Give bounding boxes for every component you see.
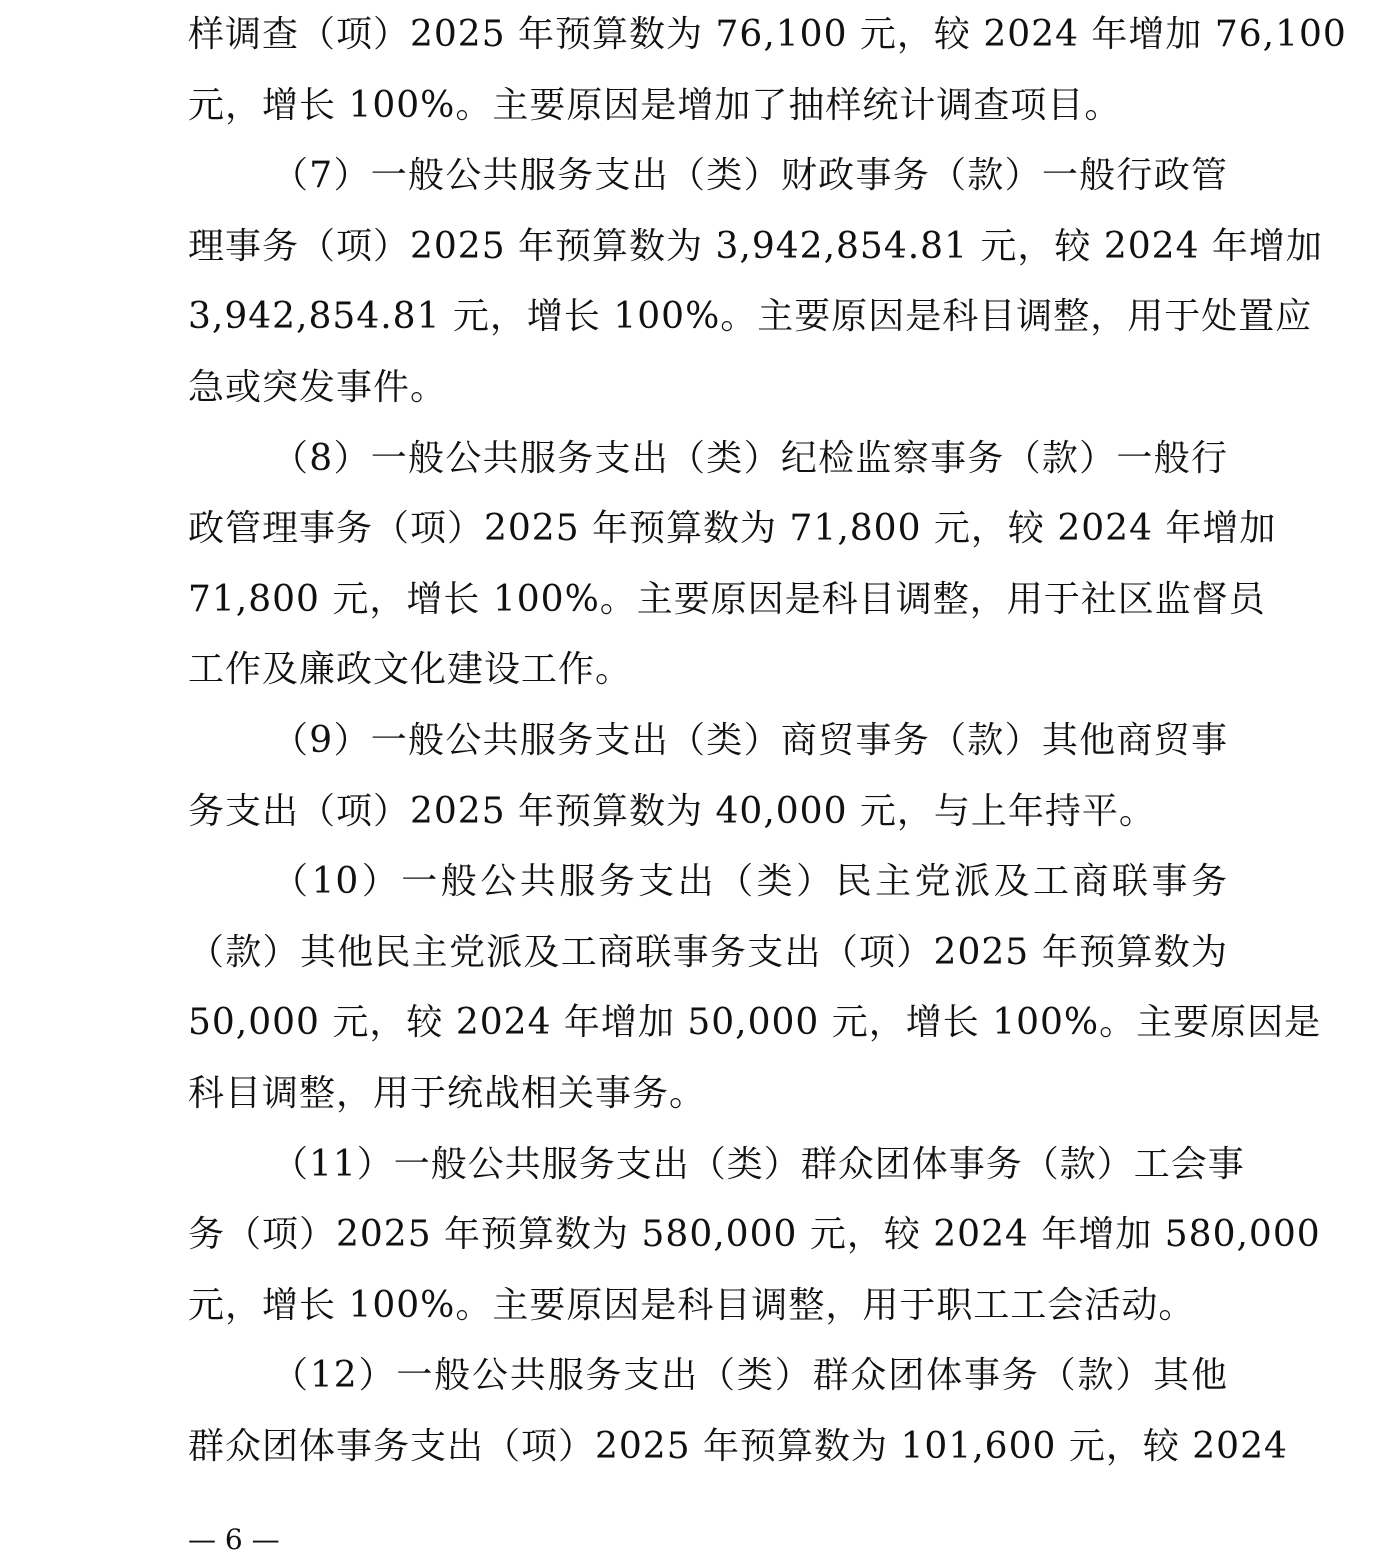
paragraph-start-line: （7）一般公共服务支出（类）财政事务（款）一般行政管 bbox=[272, 155, 1228, 197]
document-body bbox=[188, 0, 1347, 1482]
paragraph-start-line: （10）一般公共服务支出（类）民主党派及工商联事务 bbox=[272, 861, 1228, 903]
text-line: 群众团体事务支出（项）2025 年预算数为 101,600 元，较 2024 bbox=[188, 1425, 1288, 1467]
text-line: 务（项）2025 年预算数为 580,000 元，较 2024 年增加 580,000 bbox=[188, 1214, 1321, 1256]
paragraph-start-line: （12）一般公共服务支出（类）群众团体事务（款）其他 bbox=[272, 1355, 1228, 1397]
text-line: 工作及廉政文化建设工作。 bbox=[188, 649, 633, 691]
text-line: 政管理事务（项）2025 年预算数为 71,800 元，较 2024 年增加 bbox=[188, 508, 1277, 550]
text-line: 71,800 元，增长 100%。主要原因是科目调整，用于社区监督员 bbox=[188, 578, 1266, 620]
paragraph-start-line: （11）一般公共服务支出（类）群众团体事务（款）工会事 bbox=[272, 1143, 1245, 1185]
text-line: 元，增长 100%。主要原因是增加了抽样统计调查项目。 bbox=[188, 84, 1122, 126]
text-line: 元，增长 100%。主要原因是科目调整，用于职工工会活动。 bbox=[188, 1284, 1196, 1326]
text-line: 3,942,854.81 元，增长 100%。主要原因是科目调整，用于处置应 bbox=[188, 296, 1313, 338]
text-line: （款）其他民主党派及工商联事务支出（项）2025 年预算数为 bbox=[188, 931, 1228, 973]
text-line: 理事务（项）2025 年预算数为 3,942,854.81 元，较 2024 年增加 bbox=[188, 225, 1323, 267]
paragraph-start-line: （8）一般公共服务支出（类）纪检监察事务（款）一般行 bbox=[272, 437, 1228, 479]
text-line: 急或突发事件。 bbox=[188, 366, 448, 408]
paragraph-start-line: （9）一般公共服务支出（类）商贸事务（款）其他商贸事 bbox=[272, 719, 1228, 761]
text-line: 50,000 元，较 2024 年增加 50,000 元，增长 100%。主要原因是 bbox=[188, 1002, 1322, 1044]
text-line: 样调查（项）2025 年预算数为 76,100 元，较 2024 年增加 76,100 bbox=[188, 14, 1347, 55]
page-number: — 6 — bbox=[188, 1523, 280, 1556]
text-line: 科目调整，用于统战相关事务。 bbox=[188, 1072, 707, 1114]
text-line: 务支出（项）2025 年预算数为 40,000 元，与上年持平。 bbox=[188, 790, 1156, 832]
